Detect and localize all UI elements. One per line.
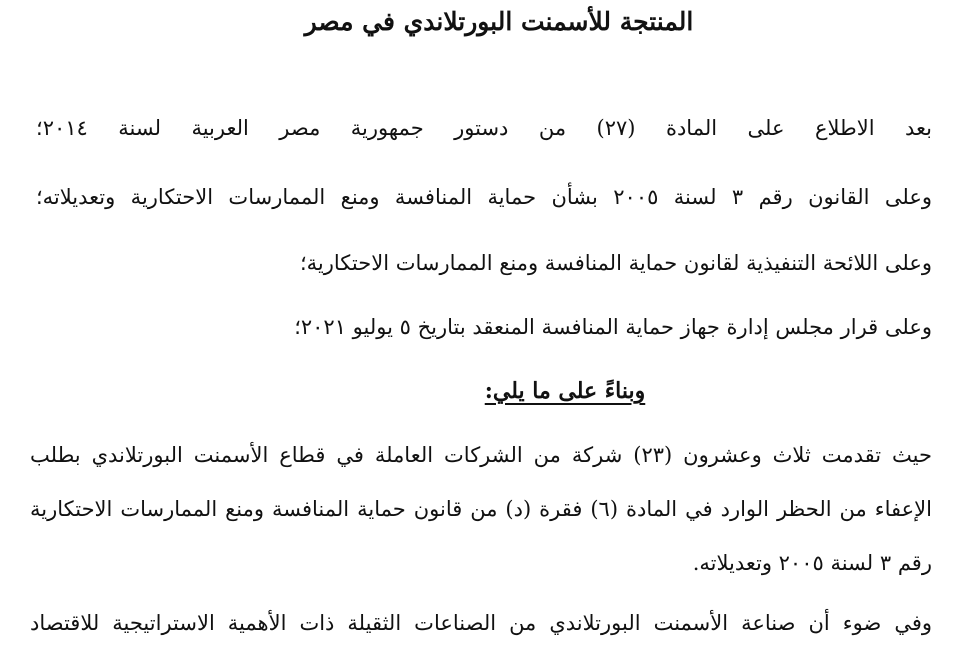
preamble-line-3: وعلى اللائحة التنفيذية لقانون حماية المنافسة ومنع الممارسات الاحتكارية؛ — [299, 251, 932, 275]
document-title — [0, 4, 980, 40]
body-line-3: رقم ٣ لسنة ٢٠٠٥ وتعديلاته. — [692, 551, 932, 575]
preamble-line-2: وعلى القانون رقم ٣ لسنة ٢٠٠٥ بشأن حماية المنافسة ومنع الممارسات الاحتكارية وتعديلاته؛ — [36, 185, 932, 209]
body-line-1: حيث تقدمت ثلاث وعشرون (٢٣) شركة من الشركات العاملة في قطاع الأسمنت البورتلاندي بطلب — [30, 443, 932, 467]
body-line-2: الإعفاء من الحظر الوارد في المادة (٦) فقرة (د) من قانون حماية المنافسة ومنع الممارسات الاحتكارية — [30, 497, 932, 521]
body-line-4: وفي ضوء أن صناعة الأسمنت البورتلاندي من الصناعات الثقيلة ذات الأهمية الاستراتيجية للاقتصاد — [30, 611, 932, 635]
section-heading — [0, 376, 980, 406]
document-title-text: المنتجة للأسمنت البورتلاندي في مصر — [304, 7, 694, 36]
preamble-line-1: بعد الاطلاع على المادة (٢٧) من دستور جمهورية مصر العربية لسنة ٢٠١٤؛ — [36, 116, 932, 140]
section-heading-text: وبناءً على ما يلي: — [484, 378, 646, 404]
preamble-line-4: وعلى قرار مجلس إدارة جهاز حماية المنافسة المنعقد بتاريخ ٥ يوليو ٢٠٢١؛ — [294, 315, 932, 339]
